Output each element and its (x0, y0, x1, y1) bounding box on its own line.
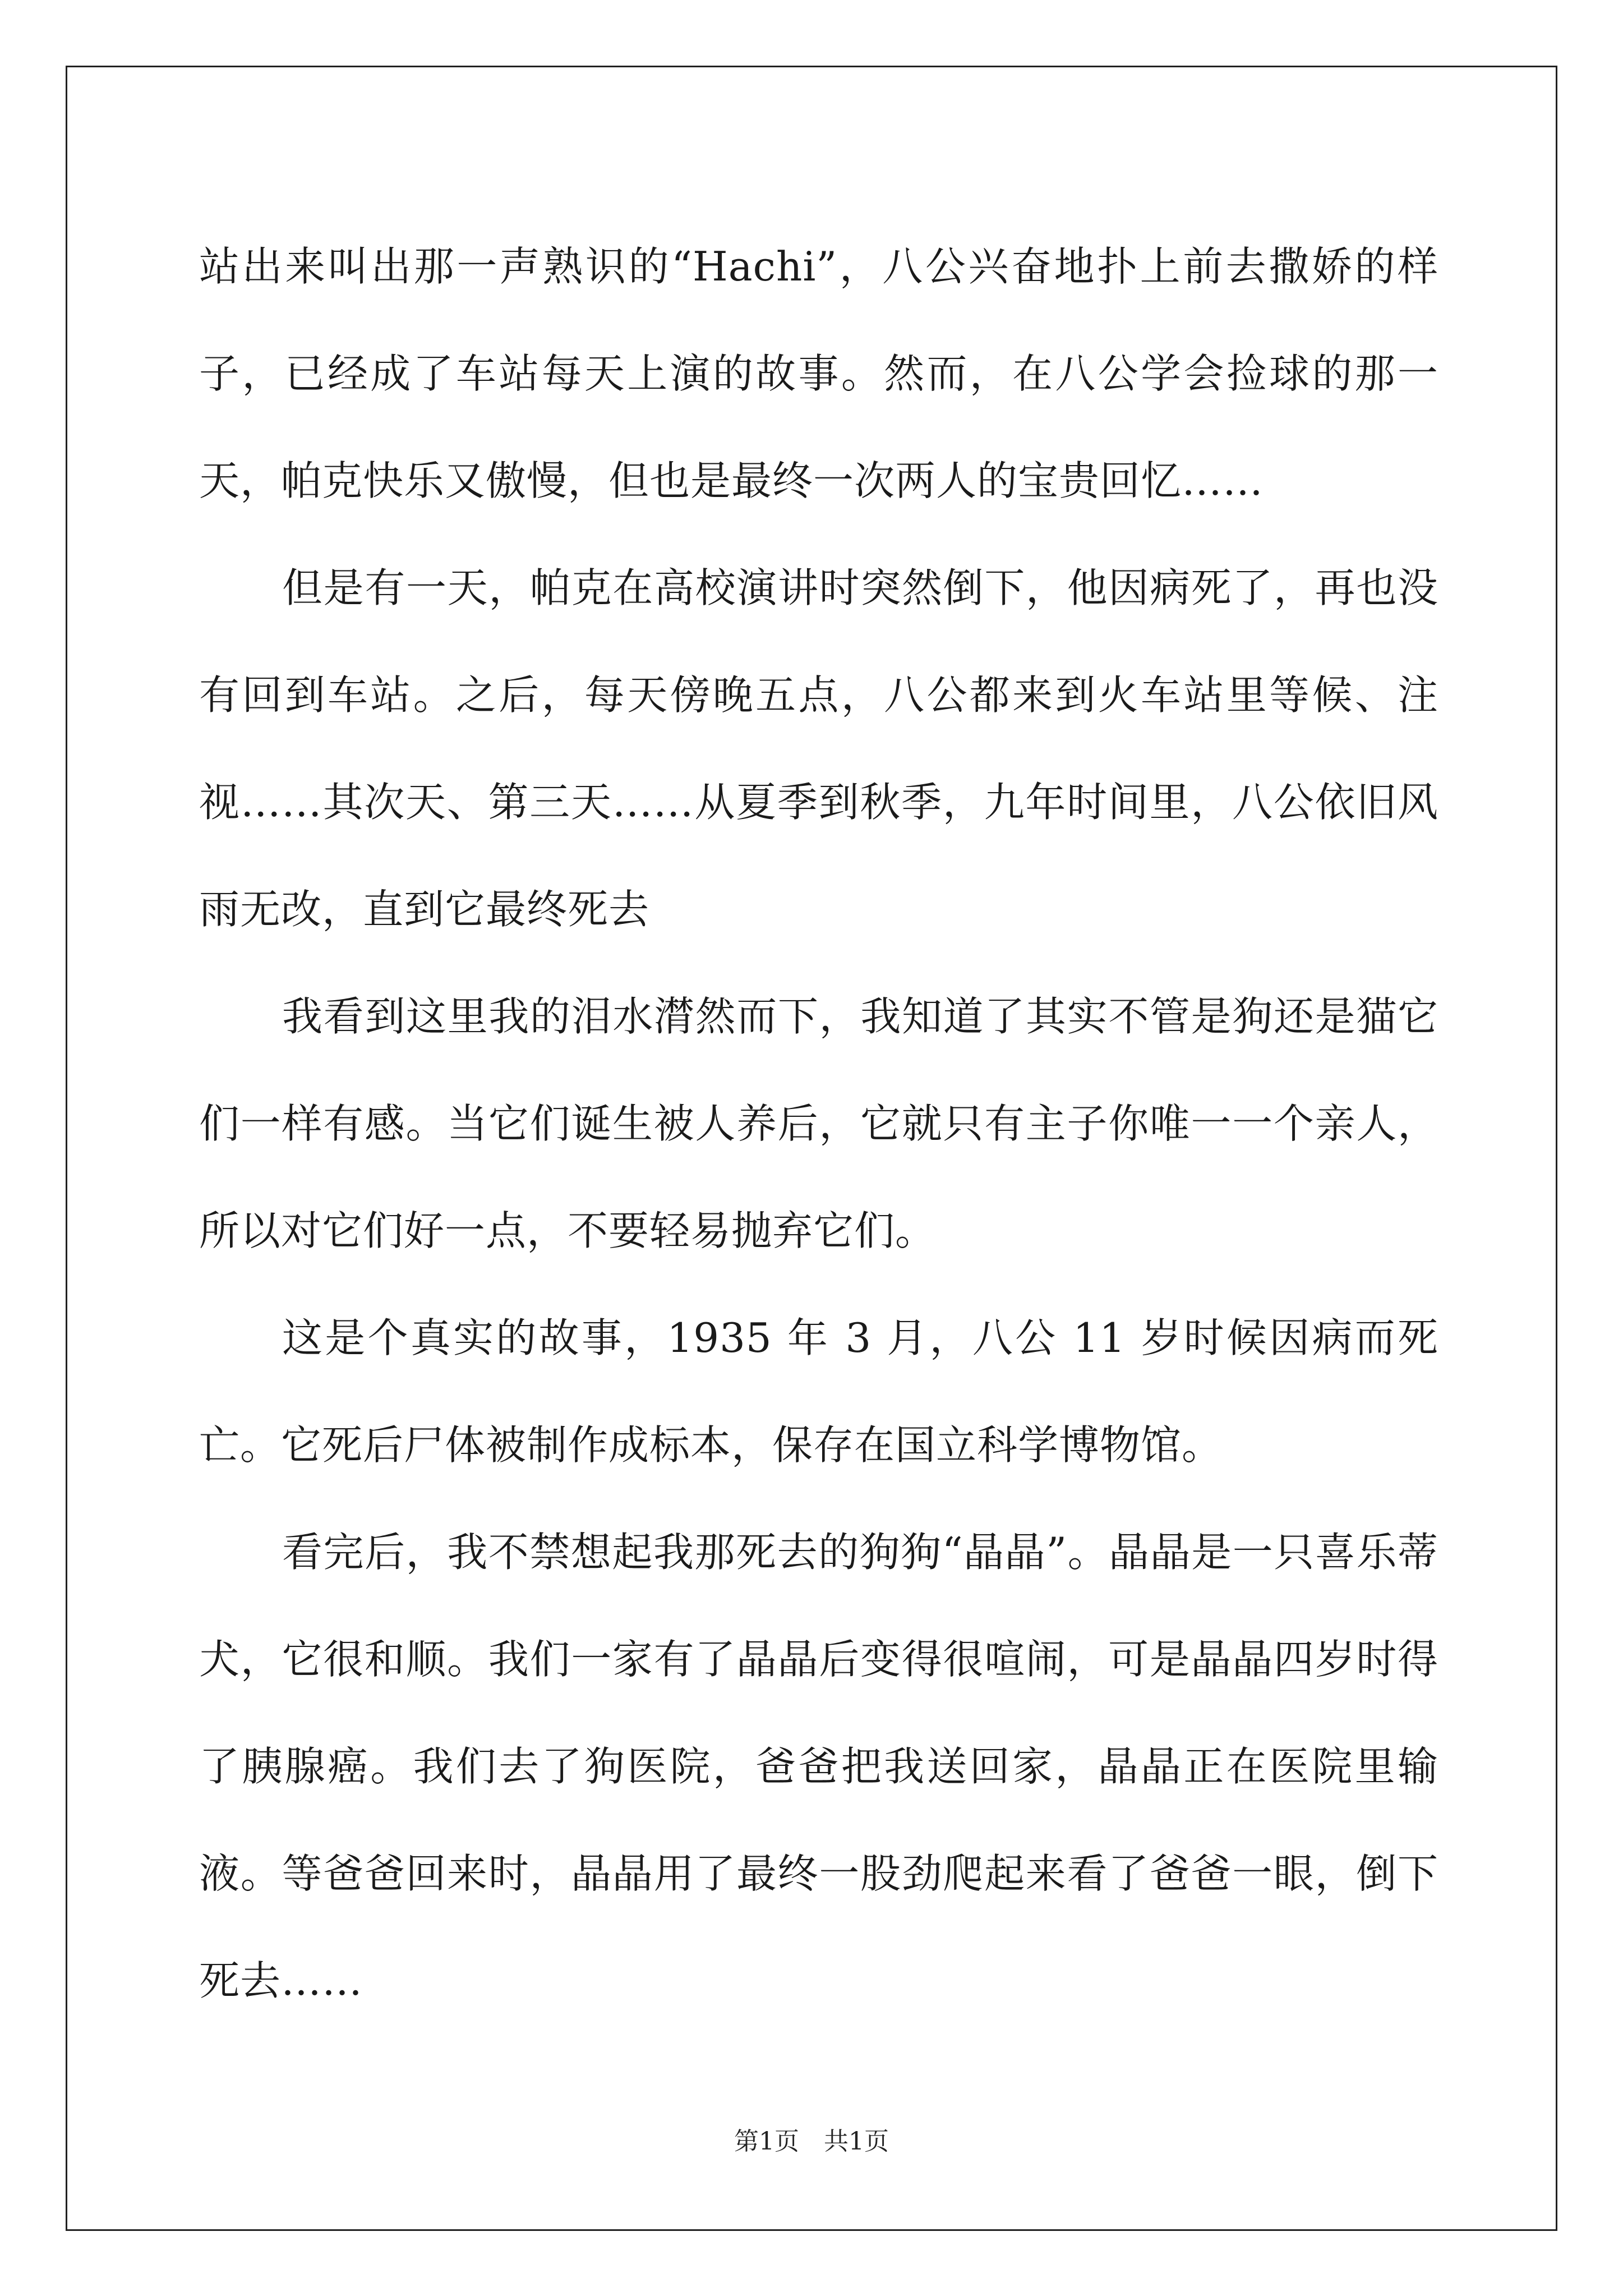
page-footer: 第1页 共1页 (734, 2127, 889, 2156)
paragraph-2: 但是有一天，帕克在高校演讲时突然倒下，他因病死了，再也没有回到车站。之后，每天傍晚五点，八公都来到火车站里等候、注视……其次天、第三天……从夏季到秋季，九年时间里，八公依旧风雨无改，直到它最终死去 (199, 564, 1438, 933)
paragraph-3: 我看到这里我的泪水潸然而下，我知道了其实不管是狗还是猫它们一样有感。当它们诞生被人养后，它就只有主子你唯一一个亲人，所以对它们好一点，不要轻易抛弃它们。 (199, 993, 1438, 1254)
document-body (199, 213, 1438, 2035)
paragraph-5: 看完后，我不禁想起我那死去的狗狗“晶晶”。晶晶是一只喜乐蒂犬，它很和顺。我们一家有了晶晶后变得很喧闹，可是晶晶四岁时得了胰腺癌。我们去了狗医院，爸爸把我送回家，晶晶正在医院里输液。等爸爸回来时，晶晶用了最终一股劲爬起来看了爸爸一眼，倒下死去…… (199, 1529, 1438, 2004)
paragraph-1: 站出来叫出那一声熟识的“Hachi”，八公兴奋地扑上前去撒娇的样子，已经成了车站每天上演的故事。然而，在八公学会捡球的那一天，帕克快乐又傲慢，但也是最终一次两人的宝贵回忆…… (199, 243, 1438, 504)
paragraph-4: 这是个真实的故事，1935 年 3 月，八公 11 岁时候因病而死亡。它死后尸体被制作成标本，保存在国立科学博物馆。 (199, 1314, 1438, 1469)
